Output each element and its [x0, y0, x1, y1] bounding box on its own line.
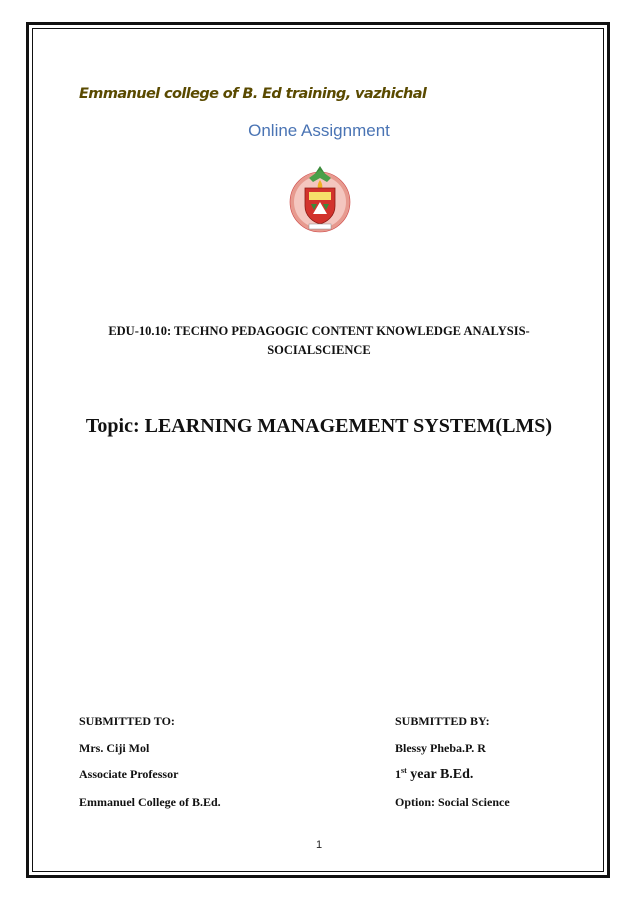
student-name: Blessy Pheba.P. R [395, 741, 486, 755]
page-number: 1 [315, 839, 323, 851]
submitted-by-heading: SUBMITTED BY: [395, 714, 490, 728]
year-suffix: st [401, 766, 407, 775]
teacher-designation: Associate Professor [79, 767, 179, 781]
course-line-2: SOCIALSCIENCE [267, 343, 371, 357]
teacher-name: Mrs. Ciji Mol [79, 741, 150, 755]
teacher-institution: Emmanuel College of B.Ed. [79, 795, 221, 809]
college-name: Emmanuel college of B. Ed training, vazhichal [79, 86, 427, 102]
course-title [60, 322, 578, 360]
assignment-subtitle: Online Assignment [248, 121, 390, 140]
year-rest: year B.Ed. [406, 767, 474, 782]
year-number: 1 [395, 767, 401, 781]
course-line-1: EDU-10.10: TECHNO PEDAGOGIC CONTENT KNOWLEDGE ANALYSIS- [108, 324, 530, 338]
submitted-to-heading: SUBMITTED TO: [79, 714, 175, 728]
topic-title: Topic: LEARNING MANAGEMENT SYSTEM(LMS) [85, 415, 553, 437]
student-year [395, 767, 473, 783]
college-emblem-logo [287, 160, 353, 240]
student-option: Option: Social Science [395, 795, 510, 809]
